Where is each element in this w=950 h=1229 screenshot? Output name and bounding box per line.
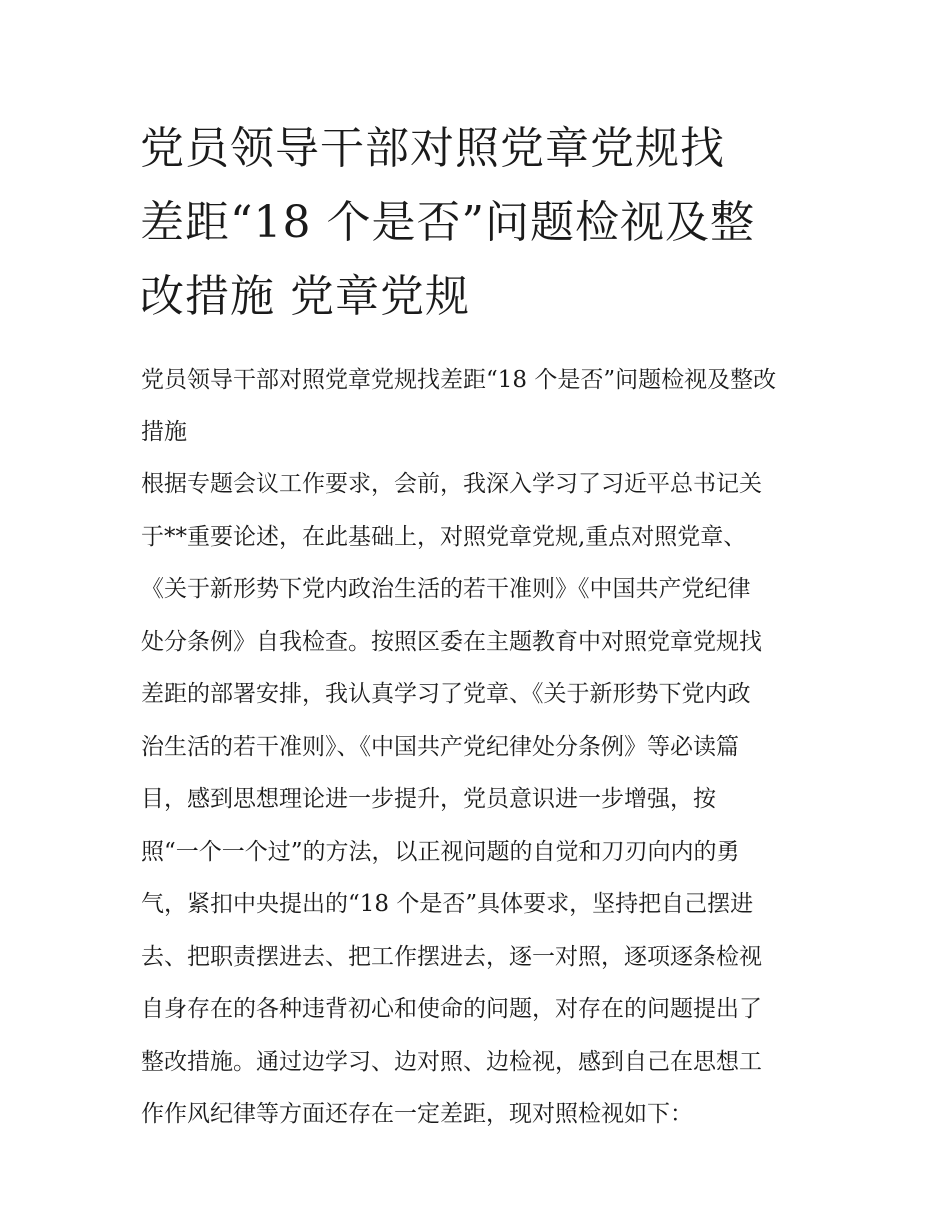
title-line: 改措施 党章党规 <box>140 271 470 322</box>
title-line: 差距“18 个是否”问题检视及整 <box>140 197 755 248</box>
body-line: 自身存在的各种违背初心和使命的问题，对存在的问题提出了 <box>141 996 762 1022</box>
document-title <box>140 112 820 334</box>
body-line: 目，感到思想理论进一步提升，党员意识进一步增强，按 <box>141 786 716 812</box>
body-line: 去、把职责摆进去、把工作摆进去，逐一对照，逐项逐条检视 <box>141 943 762 970</box>
body-line: 治生活的若干准则》、《中国共产党纪律处分条例》等必读篇 <box>141 733 739 760</box>
body-line: 于**重要论述，在此基础上，对照党章党规,重点对照党章、 <box>141 523 747 550</box>
body-line: 作作风纪律等方面还存在一定差距，现对照检视如下： <box>141 1101 693 1127</box>
subtitle-line: 党员领导干部对照党章党规找差距“18 个是否”问题检视及整改 <box>141 367 777 393</box>
body-line: 《关于新形势下党内政治生活的若干准则》《中国共产党纪律 <box>141 576 751 602</box>
body-line: 根据专题会议工作要求，会前，我深入学习了习近平总书记关 <box>141 471 762 497</box>
body-paragraph <box>141 458 821 1141</box>
body-line: 照“一个一个过”的方法，以正视问题的自觉和刀刃向内的勇 <box>141 838 740 865</box>
body-line: 整改措施。通过边学习、边对照、边检视，感到自己在思想工 <box>141 1048 762 1075</box>
subtitle-line: 措施 <box>141 419 187 445</box>
document-subtitle <box>141 354 821 458</box>
body-line: 处分条例》自我检查。按照区委在主题教育中对照党章党规找 <box>141 628 762 655</box>
body-line: 差距的部署安排，我认真学习了党章、《关于新形势下党内政 <box>141 681 751 707</box>
title-line: 党员领导干部对照党章党规找 <box>140 123 725 174</box>
body-line: 气，紧扣中央提出的“18 个是否”具体要求，坚持把自己摆进 <box>141 891 754 917</box>
